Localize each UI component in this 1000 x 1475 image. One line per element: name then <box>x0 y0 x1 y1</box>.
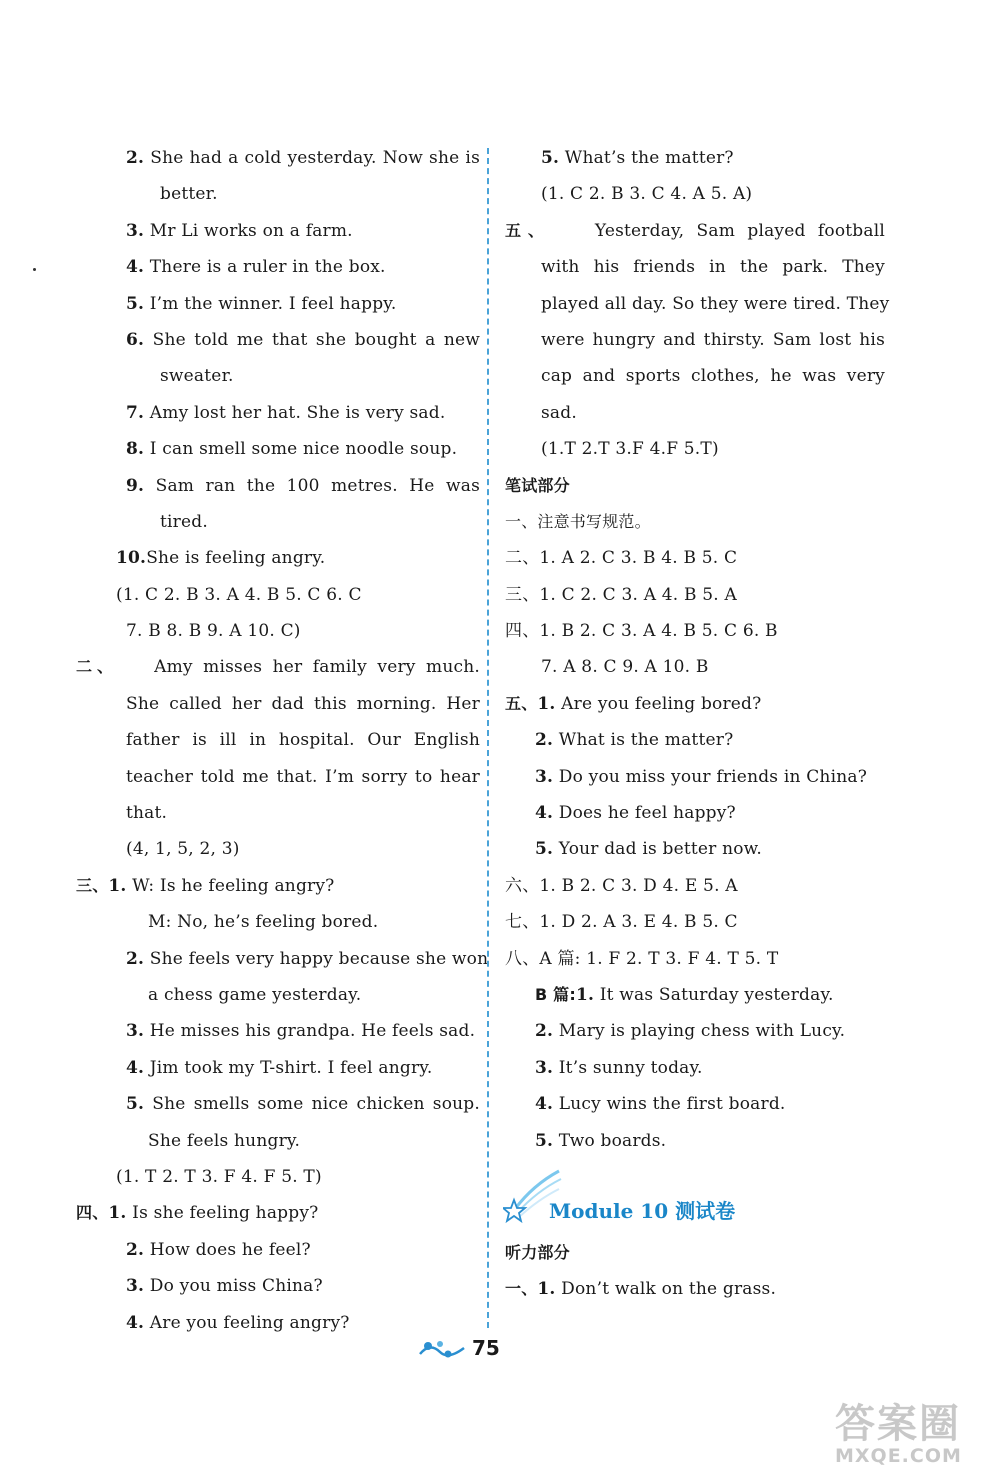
answer-line: 2. She had a cold yesterday. Now she is <box>126 148 480 168</box>
answer-key: 二、1. A 2. C 3. B 4. B 5. C <box>505 548 738 569</box>
paragraph-line: father is ill in hospital. Our English <box>126 730 480 751</box>
answer-line: 5. Two boards. <box>535 1130 667 1151</box>
answer-key: 7. A 8. C 9. A 10. B <box>541 657 709 678</box>
section-two-paragraph: 二、 Amy misses her family very much. <box>76 657 480 678</box>
section-five-written-line: 五、1. Are you feeling bored? <box>505 693 762 714</box>
answer-line: tired. <box>160 511 208 532</box>
answer-line: 3. He misses his grandpa. He feels sad. <box>126 1021 476 1042</box>
column-divider <box>487 148 489 1328</box>
page-number: 75 <box>472 1336 500 1360</box>
answer-line: 3. It’s sunny today. <box>535 1057 703 1078</box>
answer-line: M: No, he’s feeling bored. <box>148 912 379 933</box>
answer-line: sweater. <box>160 366 234 387</box>
flower-decoration-icon <box>418 1338 466 1360</box>
paragraph-line: were hungry and thirsty. Sam lost his <box>541 329 885 350</box>
paragraph-line: sad. <box>541 402 577 423</box>
paragraph-line: teacher told me that. I’m sorry to hear <box>126 766 480 787</box>
answer-key: (1. C 2. B 3. A 4. B 5. C 6. C <box>116 584 362 605</box>
answer-line: 3. Mr Li works on a farm. <box>126 220 353 241</box>
answer-key: 六、1. B 2. C 3. D 4. E 5. A <box>505 875 738 896</box>
left-column <box>76 140 489 1341</box>
paragraph-line: that. <box>126 803 168 824</box>
answer-line: 一、注意书写规范。 <box>505 511 651 531</box>
paragraph-line: cap and sports clothes, he was very <box>541 366 885 387</box>
written-part-heading: 笔试部分 <box>505 475 570 495</box>
answer-key: 四、1. B 2. C 3. A 4. B 5. C 6. B <box>505 621 778 642</box>
module-title: Module 10 测试卷 <box>549 1198 736 1223</box>
answer-line: 2. How does he feel? <box>126 1239 311 1260</box>
paragraph-line: She called her dad this morning. Her <box>126 693 480 714</box>
stray-dot <box>33 268 36 271</box>
section-five-paragraph: 五、 Yesterday, Sam played football <box>505 220 885 241</box>
listening-part-heading: 听力部分 <box>505 1242 570 1262</box>
section-three-line: 三、1. W: Is he feeling angry? <box>76 875 335 896</box>
answer-line: 4. Lucy wins the first board. <box>535 1094 786 1115</box>
answer-line: better. <box>160 184 218 205</box>
answer-line: 2. She feels very happy because she won <box>126 948 489 969</box>
answer-key: 7. B 8. B 9. A 10. C) <box>126 621 301 642</box>
answer-line: 5. Your dad is better now. <box>535 839 763 860</box>
answer-line: 4. Jim took my T-shirt. I feel angry. <box>126 1057 433 1078</box>
answer-line: 4. Are you feeling angry? <box>126 1312 350 1333</box>
answer-line: B 篇:1. It was Saturday yesterday. <box>535 984 834 1005</box>
answer-line: 5. I’m the winner. I feel happy. <box>126 293 397 314</box>
answer-line: 4. There is a ruler in the box. <box>126 257 386 278</box>
answer-line: 4. Does he feel happy? <box>535 803 736 824</box>
answer-key: 三、1. C 2. C 3. A 4. B 5. A <box>505 584 737 605</box>
answer-line: 6. She told me that she bought a new <box>126 329 481 350</box>
answer-line: 3. Do you miss your friends in China? <box>535 766 868 787</box>
answer-line: She feels hungry. <box>148 1130 301 1151</box>
answer-line: 9. Sam ran the 100 metres. He was <box>126 475 480 496</box>
answer-line: 10.She is feeling angry. <box>116 548 326 569</box>
answer-line: 2. Mary is playing chess with Lucy. <box>535 1021 846 1042</box>
answer-line: 3. Do you miss China? <box>126 1276 323 1297</box>
paragraph-line: with his friends in the park. They <box>541 257 885 278</box>
answer-line: 一、1. Don’t walk on the grass. <box>505 1279 777 1300</box>
answer-line: 7. Amy lost her hat. She is very sad. <box>126 402 446 423</box>
answer-line: 5. She smells some nice chicken soup. <box>126 1094 480 1115</box>
answer-key: (1.T 2.T 3.F 4.F 5.T) <box>541 439 719 460</box>
answer-key: 八、A 篇: 1. F 2. T 3. F 4. T 5. T <box>505 948 779 969</box>
answer-key: (4, 1, 5, 2, 3) <box>126 839 240 860</box>
module-header <box>505 1159 885 1235</box>
answer-key: (1. C 2. B 3. C 4. A 5. A) <box>541 184 753 205</box>
section-four-line: 四、1. Is she feeling happy? <box>76 1203 319 1224</box>
answer-line: 5. What’s the matter? <box>541 148 734 168</box>
answer-key: 七、1. D 2. A 3. E 4. B 5. C <box>505 912 738 933</box>
answer-line: a chess game yesterday. <box>148 984 362 1005</box>
answer-line: 2. What is the matter? <box>535 730 734 751</box>
watermark-logo: 答案圈 MXQE.COM <box>835 1401 962 1467</box>
paragraph-line: played all day. So they were tired. They <box>541 293 890 314</box>
answer-line: 8. I can smell some nice noodle soup. <box>126 439 458 460</box>
right-column <box>505 140 890 1308</box>
answer-key: (1. T 2. T 3. F 4. F 5. T) <box>116 1166 322 1187</box>
